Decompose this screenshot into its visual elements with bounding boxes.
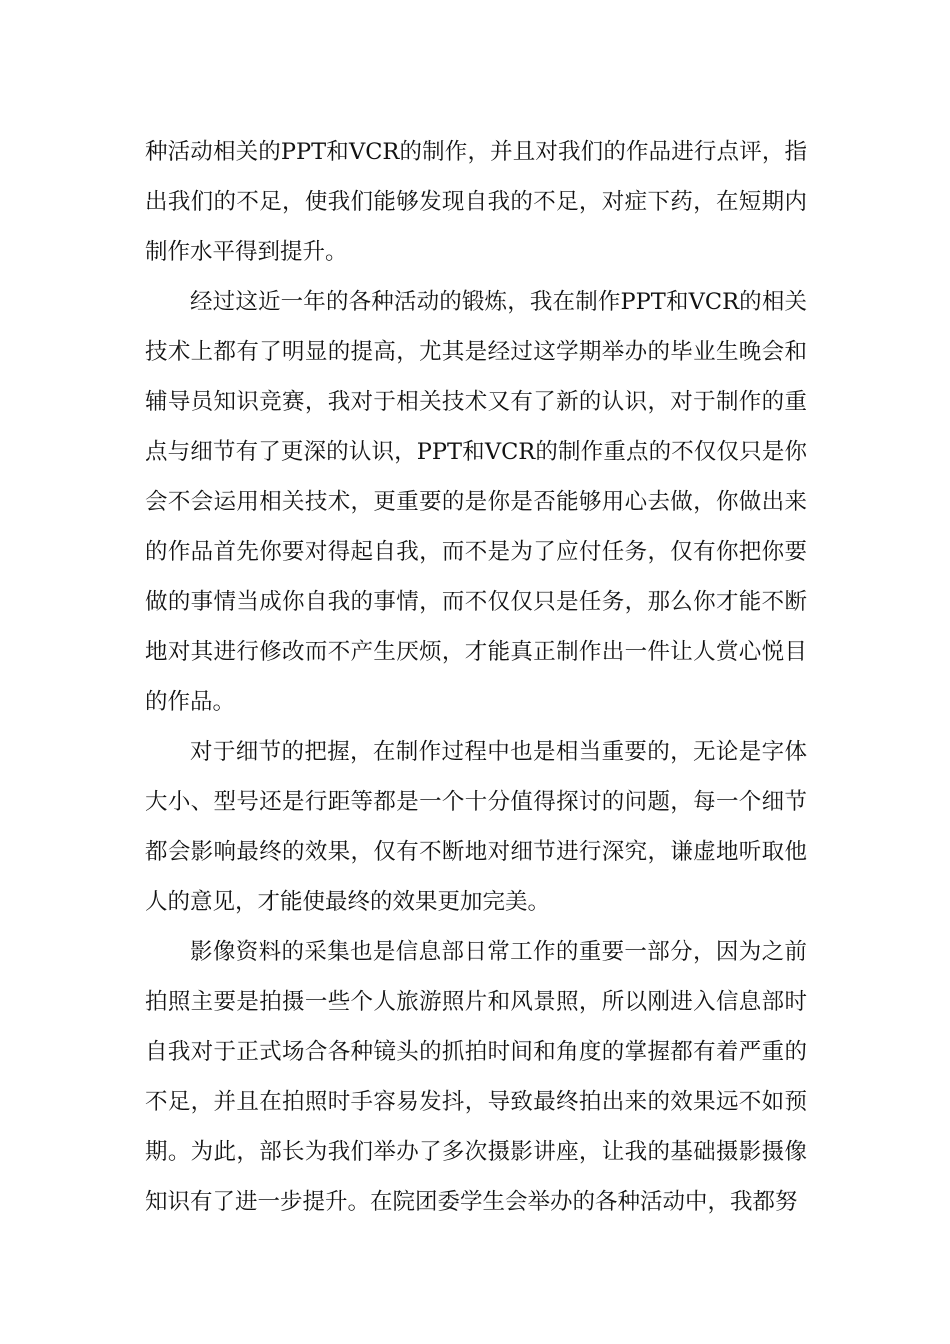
paragraph-2: 经过这近一年的各种活动的锻炼，我在制作PPT和VCR的相关技术上都有了明显的提高，尤其是经过这学期举办的毕业生晚会和辅导员知识竞赛，我对于相关技术又有了新的认识，对于制作的重点与细节有了更深的认识，PPT和VCR的制作重点的不仅仅只是你会不会运用相关技术，更重要的是你是否能够用心去做，你做出来的作品首先你要对得起自我，而不是为了应付任务，仅有你把你要做的事情当成你自我的事情，而不仅仅只是任务，那么你才能不断地对其进行修改而不产生厌烦，才能真正制作出一件让人赏心悦目的作品。 xyxy=(145,289,807,715)
document-body xyxy=(145,127,807,1227)
paragraph-4: 影像资料的采集也是信息部日常工作的重要一部分，因为之前拍照主要是拍摄一些个人旅游照片和风景照，所以刚进入信息部时自我对于正式场合各种镜头的抓拍时间和角度的掌握都有着严重的不足，并且在拍照时手容易发抖，导致最终拍出来的效果远不如预期。为此，部长为我们举办了多次摄影讲座，让我的基础摄影摄像知识有了进一步提升。在院团委学生会举办的各种活动中，我都努 xyxy=(145,939,807,1215)
paragraph-1: 种活动相关的PPT和VCR的制作，并且对我们的作品进行点评，指出我们的不足，使我们能够发现自我的不足，对症下药，在短期内制作水平得到提升。 xyxy=(145,139,807,265)
paragraph-3: 对于细节的把握，在制作过程中也是相当重要的，无论是字体大小、型号还是行距等都是一个十分值得探讨的问题，每一个细节都会影响最终的效果，仅有不断地对细节进行深究，谦虚地听取他人的意见，才能使最终的效果更加完美。 xyxy=(145,739,807,915)
